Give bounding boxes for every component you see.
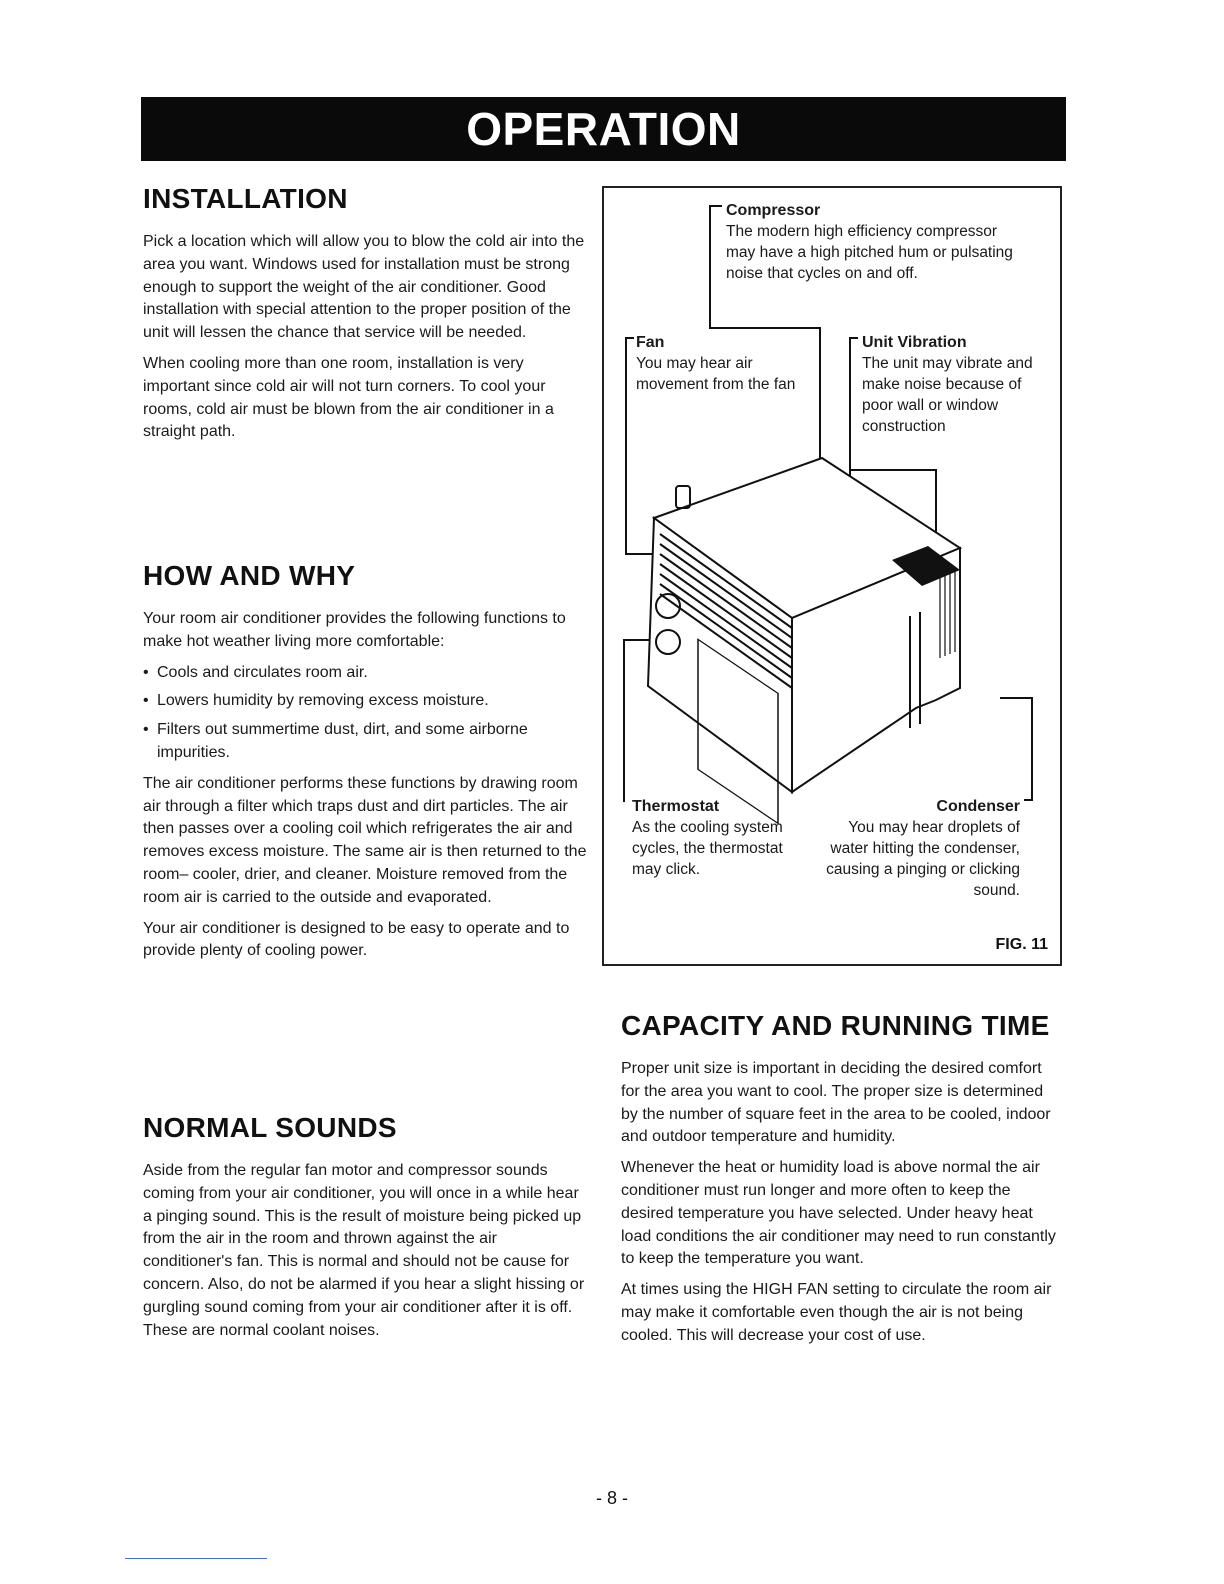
how-and-why-paragraph: Your air conditioner is designed to be easy to operate and to provide plenty of cooling power. [143, 919, 570, 960]
thermostat-title: Thermostat [632, 798, 720, 815]
vibration-callout [862, 332, 1052, 437]
normal-sounds-heading: NORMAL SOUNDS [143, 1112, 397, 1143]
fan-text: You may hear air movement from the fan [636, 355, 796, 393]
fan-callout [636, 332, 816, 395]
figure-11 [602, 186, 1062, 966]
capacity-heading: CAPACITY AND RUNNING TIME [621, 1010, 1050, 1041]
thermostat-callout [632, 796, 812, 880]
condenser-callout [826, 796, 1020, 901]
page-title: OPERATION [141, 97, 1066, 161]
how-and-why-heading: HOW AND WHY [143, 560, 356, 591]
installation-section [143, 183, 588, 452]
installation-heading: INSTALLATION [143, 183, 348, 214]
capacity-paragraph: Proper unit size is important in deciding the desired comfort for the area you want to cool. The proper size is determined by the number of square feet in the area to be cooled, indoor and outdoor temperature and humidity. [621, 1060, 1051, 1146]
compressor-title: Compressor [726, 202, 821, 219]
capacity-paragraph: At times using the HIGH FAN setting to circulate the room air may make it comfortable even though the air is not being cooled. This will decrease your cost of use. [621, 1281, 1052, 1344]
fan-title: Fan [636, 334, 665, 351]
condenser-title: Condenser [936, 798, 1020, 815]
condenser-leader [1000, 698, 1032, 800]
how-and-why-paragraph: The air conditioner performs these functions by drawing room air through a filter which traps dust and dirt particles. The air then passes over a cooling coil which refrigerates the air and removes excess moisture. The same air is then returned to the room– cooler, drier, and cleaner. Moisture removed from the room air is carried to the outside and evaporated. [143, 774, 587, 906]
installation-paragraph: Pick a location which will allow you to blow the cold air into the area you want. Windows used for installation must be strong enough to support the weight of the air conditioner. Good installation with special attention to the proper position of the unit will lessen the chance that service will be needed. [143, 233, 585, 342]
functions-list [143, 662, 588, 765]
thermostat-text: As the cooling system cycles, the thermostat may click. [632, 819, 783, 878]
vibration-title: Unit Vibration [862, 334, 967, 351]
capacity-paragraph: Whenever the heat or humidity load is above normal the air conditioner must run longer and more often to keep the desired temperature you have selected. Under heavy heat load conditions the air conditioner may need to run constantly to keep the temperature you want. [621, 1159, 1056, 1268]
how-and-why-intro: Your room air conditioner provides the following functions to make hot weather living more comfortable: [143, 610, 566, 650]
condenser-text: You may hear droplets of water hitting the condenser, causing a pinging or clicking sound. [826, 819, 1020, 899]
installation-paragraph: When cooling more than one room, installation is very important since cold air will not turn corners. To cool your rooms, cold air must be blown from the air conditioner in a straight path. [143, 354, 554, 441]
list-item: • Lowers humidity by removing excess moisture. [143, 690, 588, 713]
list-item: • Filters out summertime dust, dirt, and some airborne impurities. [143, 719, 588, 765]
normal-sounds-paragraph: Aside from the regular fan motor and compressor sounds coming from your air conditioner, you will once in a while hear a pinging sound. This is the result of moisture being picked up from the air in the room and thrown against the air conditioner's fan. This is normal and should not be cause for concern. Also, do not be alarmed if you hear a slight hissing or gurgling sound coming from your air conditioner after it is off. These are normal coolant noises. [143, 1162, 585, 1339]
compressor-callout [726, 200, 1016, 284]
capacity-section [621, 1010, 1061, 1356]
footer-rule [125, 1558, 267, 1559]
figure-label: FIG. 11 [995, 936, 1048, 953]
list-item: • Cools and circulates room air. [143, 662, 588, 685]
vibration-text: The unit may vibrate and make noise because of poor wall or window construction [862, 355, 1033, 435]
page-number: - 8 - [595, 1488, 628, 1508]
normal-sounds-section [143, 1112, 588, 1350]
how-and-why-section [143, 560, 588, 971]
compressor-text: The modern high efficiency compressor may have a high pitched hum or pulsating noise that cycles on and off. [726, 223, 1013, 282]
